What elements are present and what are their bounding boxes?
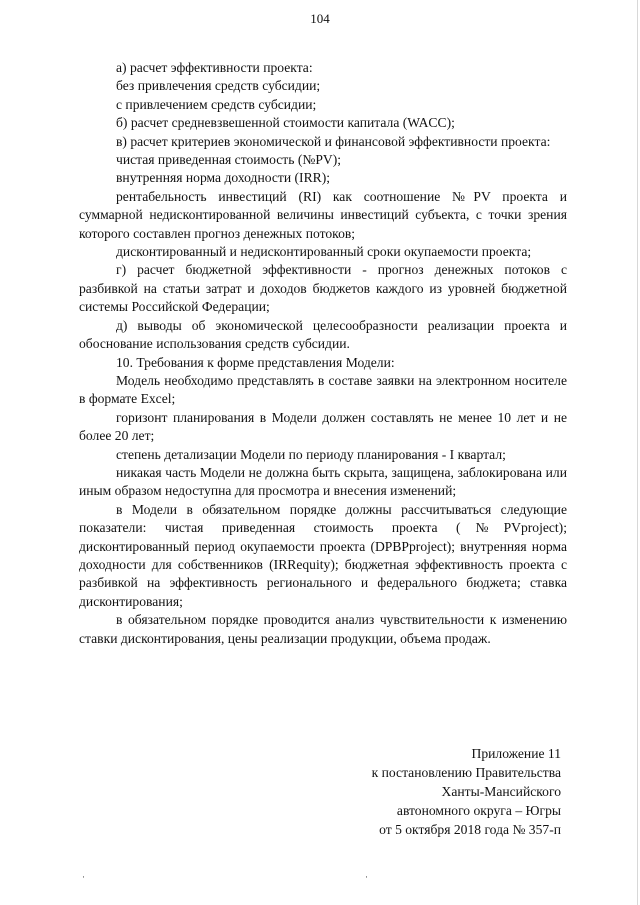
paragraph-10-excel: Модель необходимо представлять в составе заявки на электронном носителе в формате Excel;: [79, 372, 567, 407]
paragraph-a: а) расчет эффективности проекта:: [116, 60, 313, 75]
paragraph-v-ri: рентабельность инвестиций (RI) как соотношение №PV проекта и суммарной недисконтированной величины инвестиций субъекта, с точки зрения которого составлен прогноз денежных потоков;: [79, 188, 567, 241]
paragraph-10-sensitivity: в обязательном порядке проводится анализ чувствительности к изменению ставки дисконтирования, цены реализации продукции, объема продаж.: [79, 612, 567, 646]
paragraph-d: д) выводы об экономической целесообразности реализации проекта и обоснование использования средств субсидии.: [79, 317, 567, 352]
appendix-line-3: Ханты-Мансийского: [441, 784, 561, 799]
body-text: [79, 59, 567, 648]
appendix-line-2: к постановлению Правительства: [371, 765, 561, 780]
paragraph-10-hidden: никакая часть Модели не должна быть скрыта, защищена, заблокирована или иным образом недоступна для просмотра и внесения изменений;: [79, 464, 567, 499]
paragraph-g: г) расчет бюджетной эффективности - прогноз денежных потоков с разбивкой на статьи затрат и доходов бюджетов каждого из уровней бюджетной системы Российской Федерации;: [79, 262, 567, 315]
page-edge-line: [637, 0, 638, 905]
paragraph-v-payback: дисконтированный и недисконтированный сроки окупаемости проекта;: [116, 244, 532, 260]
appendix-title: Приложение 11: [471, 746, 561, 761]
paragraph-v-npv: чистая приведенная стоимость (№PV);: [116, 152, 342, 168]
paragraph-v-irr: внутренняя норма доходности (IRR);: [116, 170, 331, 186]
appendix-block: [372, 744, 561, 839]
paragraph-10-horizon: горизонт планирования в Модели должен составлять не менее 10 лет и не более 20 лет;: [79, 409, 567, 444]
paragraph-v: в) расчет критериев экономической и финансовой эффективности проекта:: [116, 133, 551, 149]
paragraph-10-detail: степень детализации Модели по периоду планирования - I квартал;: [116, 446, 506, 462]
paragraph-b: б) расчет средневзвешенной стоимости капитала (WACC);: [116, 115, 455, 131]
page-number: 104: [310, 11, 330, 26]
scan-mark-center: ·: [365, 872, 368, 882]
appendix-line-4: автономного округа – Югры: [396, 803, 561, 818]
paragraph-a-2: с привлечением средств субсидии;: [116, 96, 317, 112]
appendix-line-5: от 5 октября 2018 года № 357-п: [379, 822, 561, 837]
paragraph-a-1: без привлечения средств субсидии;: [116, 78, 321, 94]
scan-mark-left: ·: [82, 872, 85, 882]
paragraph-10-indicators: в Модели в обязательном порядке должны рассчитываться следующие показатели: чистая приведенная стоимость проекта (№PVproject); дисконтированный период окупаемости проекта (DPBPproject); внутренняя норма доходности для собственников (IRRequity); бюджетная эффективность проекта с разбивкой на эффективность регионального и федерального бюджета; ставка дисконтирования;: [79, 501, 567, 609]
section-10-heading: 10. Требования к форме представления Модели:: [116, 354, 395, 370]
